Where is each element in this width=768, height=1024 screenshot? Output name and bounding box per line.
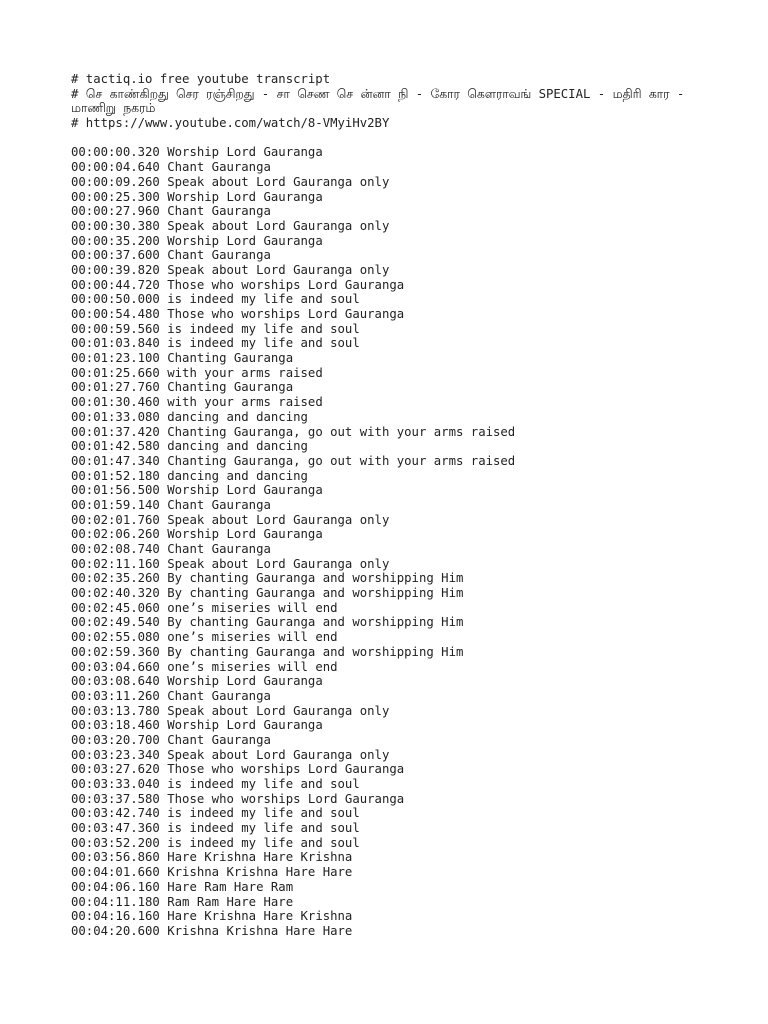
transcript-line [71,748,711,763]
transcript-line [71,557,711,572]
transcript-line [71,336,711,351]
timestamp: 00:00:25.300 [71,189,160,204]
transcript-line [71,234,711,249]
caption-text: Chant Gauranga [167,160,271,175]
caption-text: Speak about Lord Gauranga only [167,747,390,762]
transcript-line [71,395,711,410]
timestamp: 00:00:04.640 [71,160,160,175]
caption-text: is indeed my life and soul [167,835,360,850]
transcript-line [71,542,711,557]
timestamp: 00:02:59.360 [71,644,160,659]
transcript-line [71,674,711,689]
caption-text: Speak about Lord Gauranga only [167,218,390,233]
transcript-line [71,469,711,484]
caption-text: By chanting Gauranga and worshipping Him [167,644,464,659]
timestamp: 00:00:30.380 [71,218,160,233]
timestamp: 00:00:39.820 [71,262,160,277]
caption-text: Worship Lord Gauranga [167,189,323,204]
caption-text: is indeed my life and soul [167,292,360,307]
transcript-line [71,248,711,263]
transcript-line [71,425,711,440]
caption-text: Krishna Krishna Hare Hare [167,923,353,938]
transcript-line [71,219,711,234]
transcript-line [71,865,711,880]
timestamp: 00:02:49.540 [71,615,160,630]
caption-text: Speak about Lord Gauranga only [167,556,390,571]
transcript-line [71,586,711,601]
caption-text: one’s miseries will end [167,600,338,615]
caption-text: is indeed my life and soul [167,336,360,351]
transcript-line [71,380,711,395]
timestamp: 00:02:06.260 [71,527,160,542]
caption-text: By chanting Gauranga and worshipping Him [167,571,464,586]
timestamp: 00:03:37.580 [71,791,160,806]
transcript-line [71,351,711,366]
caption-text: Worship Lord Gauranga [167,527,323,542]
timestamp: 00:02:40.320 [71,586,160,601]
timestamp: 00:02:45.060 [71,600,160,615]
transcript-line [71,792,711,807]
timestamp: 00:01:56.500 [71,483,160,498]
timestamp: 00:03:18.460 [71,718,160,733]
caption-text: is indeed my life and soul [167,777,360,792]
caption-text: Worship Lord Gauranga [167,145,323,160]
timestamp: 00:03:20.700 [71,732,160,747]
transcript-line [71,175,711,190]
caption-text: Chanting Gauranga [167,380,294,395]
timestamp: 00:04:06.160 [71,879,160,894]
transcript-line [71,601,711,616]
transcript-line [71,850,711,865]
transcript-line [71,924,711,939]
timestamp: 00:04:01.660 [71,865,160,880]
timestamp: 00:00:44.720 [71,277,160,292]
caption-text: Chant Gauranga [167,497,271,512]
caption-text: Chanting Gauranga, go out with your arms raised [167,424,516,439]
timestamp: 00:01:23.100 [71,351,160,366]
transcript-line [71,204,711,219]
caption-text: with your arms raised [167,395,323,410]
transcript-line [71,806,711,821]
transcript-line [71,263,711,278]
caption-text: dancing and dancing [167,409,308,424]
timestamp: 00:03:47.360 [71,821,160,836]
blank-separator [71,131,711,146]
caption-text: Chanting Gauranga, go out with your arms raised [167,453,516,468]
transcript-line [71,909,711,924]
timestamp: 00:02:35.260 [71,571,160,586]
timestamp: 00:01:27.760 [71,380,160,395]
caption-text: Hare Krishna Hare Krishna [167,850,353,865]
transcript-line [71,571,711,586]
transcript-line [71,718,711,733]
timestamp: 00:04:20.600 [71,923,160,938]
timestamp: 00:01:25.660 [71,365,160,380]
caption-text: Worship Lord Gauranga [167,674,323,689]
transcript-line [71,292,711,307]
caption-text: is indeed my life and soul [167,806,360,821]
transcript-document [71,72,711,939]
transcript-line [71,439,711,454]
timestamp: 00:00:54.480 [71,307,160,322]
transcript-line [71,689,711,704]
transcript-line [71,733,711,748]
transcript-line [71,410,711,425]
timestamp: 00:02:08.740 [71,542,160,557]
transcript-line [71,836,711,851]
transcript-line [71,630,711,645]
caption-text: one’s miseries will end [167,630,338,645]
caption-text: Chant Gauranga [167,542,271,557]
caption-text: Worship Lord Gauranga [167,233,323,248]
transcript-line [71,498,711,513]
caption-text: Worship Lord Gauranga [167,718,323,733]
timestamp: 00:03:11.260 [71,688,160,703]
caption-text: Those who worships Lord Gauranga [167,277,405,292]
timestamp: 00:00:59.560 [71,321,160,336]
caption-text: Speak about Lord Gauranga only [167,512,390,527]
transcript-line [71,160,711,175]
transcript-line [71,762,711,777]
caption-text: Chanting Gauranga [167,351,294,366]
timestamp: 00:00:27.960 [71,204,160,219]
caption-text: Chant Gauranga [167,204,271,219]
transcript-line [71,278,711,293]
timestamp: 00:03:27.620 [71,762,160,777]
transcript-line [71,483,711,498]
caption-text: Worship Lord Gauranga [167,483,323,498]
timestamp: 00:03:08.640 [71,674,160,689]
caption-text: is indeed my life and soul [167,321,360,336]
transcript-line [71,821,711,836]
transcript-line [71,880,711,895]
transcript-line [71,513,711,528]
caption-text: Those who worships Lord Gauranga [167,762,405,777]
timestamp: 00:02:11.160 [71,556,160,571]
timestamp: 00:00:35.200 [71,233,160,248]
caption-text: Speak about Lord Gauranga only [167,262,390,277]
timestamp: 00:02:01.760 [71,512,160,527]
caption-text: Chant Gauranga [167,688,271,703]
caption-text: By chanting Gauranga and worshipping Him [167,615,464,630]
transcript-entries [71,145,711,938]
transcript-line [71,704,711,719]
timestamp: 00:03:13.780 [71,703,160,718]
caption-text: Ram Ram Hare Hare [167,894,294,909]
caption-text: one’s miseries will end [167,659,338,674]
caption-text: dancing and dancing [167,439,308,454]
caption-text: Those who worships Lord Gauranga [167,307,405,322]
caption-text: Speak about Lord Gauranga only [167,174,390,189]
header-video-title-line: # செ காண்கிறது செர ரஞ்சிறது - சா செண செ ன்னா நி - கோர கெளராவங் SPECIAL - மதிரி கார - மாணிறு நகரம் [71,86,692,116]
timestamp: 00:02:55.080 [71,630,160,645]
transcript-line [71,190,711,205]
timestamp: 00:00:50.000 [71,292,160,307]
caption-text: is indeed my life and soul [167,821,360,836]
timestamp: 00:00:37.600 [71,248,160,263]
timestamp: 00:03:04.660 [71,659,160,674]
timestamp: 00:00:00.320 [71,145,160,160]
transcript-line [71,777,711,792]
caption-text: Those who worships Lord Gauranga [167,791,405,806]
timestamp: 00:00:09.260 [71,174,160,189]
transcript-line [71,527,711,542]
caption-text: Krishna Krishna Hare Hare [167,865,353,880]
transcript-line [71,615,711,630]
caption-text: Chant Gauranga [167,248,271,263]
timestamp: 00:01:03.840 [71,336,160,351]
timestamp: 00:01:47.340 [71,453,160,468]
caption-text: By chanting Gauranga and worshipping Him [167,586,464,601]
timestamp: 00:01:37.420 [71,424,160,439]
timestamp: 00:01:52.180 [71,468,160,483]
transcript-line [71,145,711,160]
timestamp: 00:04:11.180 [71,894,160,909]
timestamp: 00:01:30.460 [71,395,160,410]
timestamp: 00:03:42.740 [71,806,160,821]
timestamp: 00:03:33.040 [71,777,160,792]
transcript-line [71,895,711,910]
transcript-line [71,660,711,675]
transcript-line [71,366,711,381]
header-url-line: # https://www.youtube.com/watch/8-VMyiHv2BY [71,116,390,131]
timestamp: 00:03:23.340 [71,747,160,762]
caption-text: dancing and dancing [167,468,308,483]
caption-text: Hare Ram Hare Ram [167,879,294,894]
transcript-line [71,307,711,322]
transcript-line [71,645,711,660]
timestamp: 00:01:42.580 [71,439,160,454]
timestamp: 00:04:16.160 [71,909,160,924]
timestamp: 00:03:52.200 [71,835,160,850]
caption-text: Hare Krishna Hare Krishna [167,909,353,924]
transcript-line [71,322,711,337]
caption-text: Chant Gauranga [167,732,271,747]
caption-text: with your arms raised [167,365,323,380]
transcript-line [71,454,711,469]
timestamp: 00:03:56.860 [71,850,160,865]
header-source-line: # tactiq.io free youtube transcript [71,72,331,86]
timestamp: 00:01:59.140 [71,497,160,512]
caption-text: Speak about Lord Gauranga only [167,703,390,718]
timestamp: 00:01:33.080 [71,409,160,424]
